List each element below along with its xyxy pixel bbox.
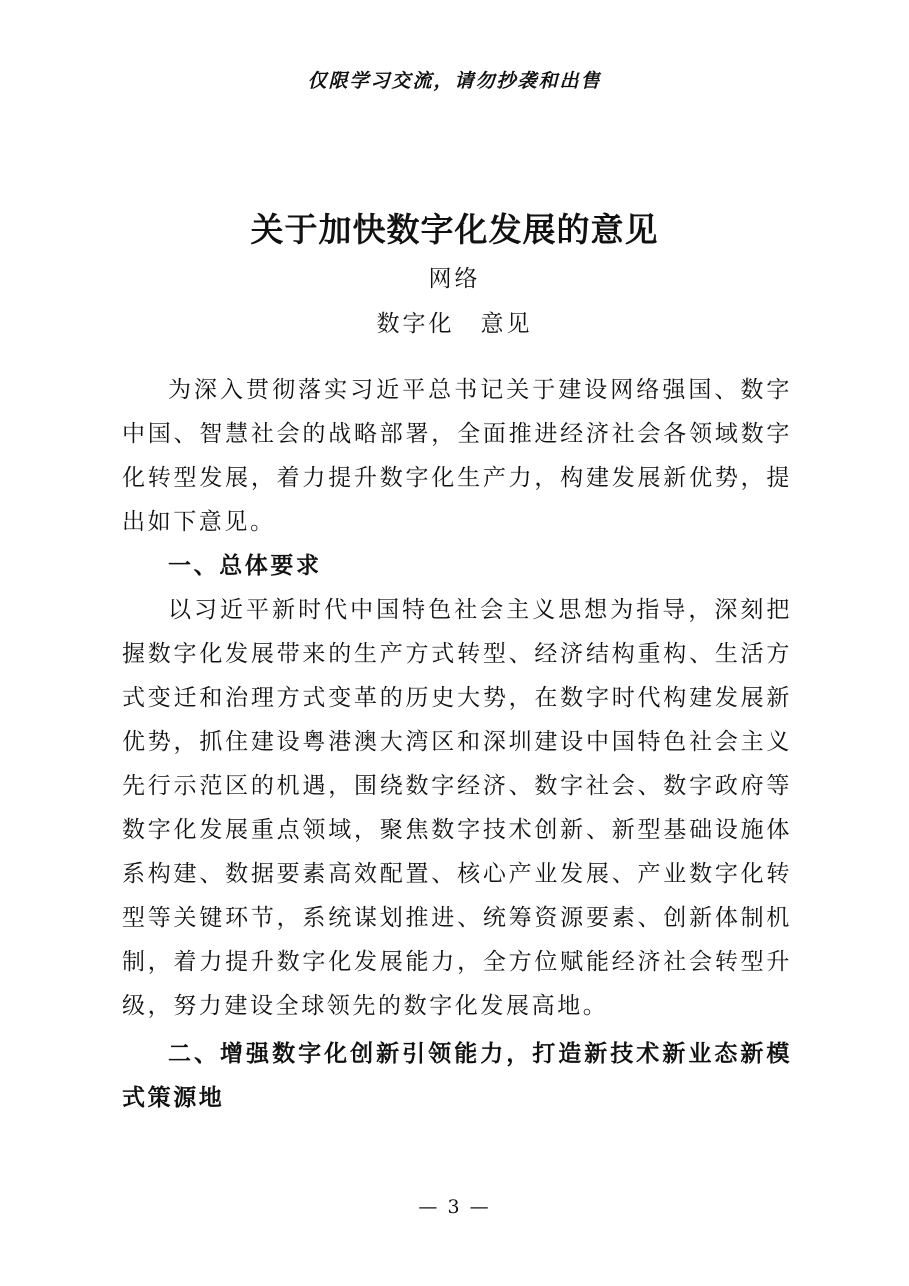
keywords-line (0, 305, 909, 338)
author-line: 网络 (428, 266, 481, 292)
intro-paragraph: 为深入贯彻落实习近平总书记关于建设网络强国、数字中国、智慧社会的战略部署，全面推进经济社会各领域数字化转型发展，着力提升数字化生产力，构建发展新优势，提出如下意见。 (122, 377, 792, 535)
section-heading: 一、总体要求 (168, 552, 322, 579)
keyword: 意见 (480, 311, 533, 337)
section-heading: 二、增强数字化创新引领能力，打造新技术新业态新模式策源地 (122, 1040, 792, 1111)
section-paragraph: 以习近平新时代中国特色社会主义思想为指导，深刻把握数字化发展带来的生产方式转型、经济结构重构、生活方式变迁和治理方式变革的历史大势，在数字时代构建发展新优势，抓住建设粤港澳大湾区和深圳建设中国特色社会主义先行示范区的机遇，围绕数字经济、数字社会、数字政府等数字化发展重点领域，聚焦数字技术创新、新型基础设施体系构建、数据要素高效配置、核心产业发展、产业数字化转型等关键环节，系统谋划推进、统筹资源要素、创新体制机制，着力提升数字化发展能力，全方位赋能经济社会转型升级，努力建设全球领先的数字化发展高地。 (122, 597, 792, 1019)
keyword: 数字化 (376, 311, 455, 337)
document-body (122, 368, 792, 1120)
page-number: — 3 — (418, 1196, 491, 1218)
document-title: 关于加快数字化发展的意见 (250, 210, 659, 249)
header-note: 仅限学习交流，请勿抄袭和出售 (307, 70, 602, 92)
